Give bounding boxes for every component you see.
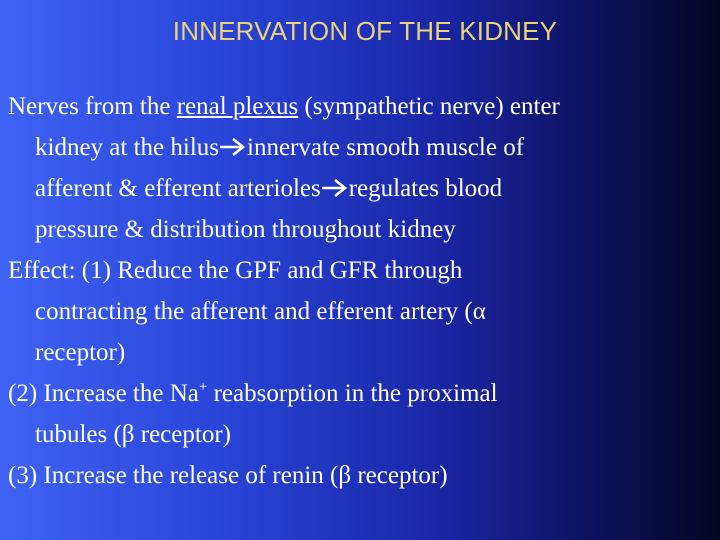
arrow-right-icon: [219, 137, 247, 157]
text-segment: contracting the afferent and efferent artery (α: [35, 298, 486, 325]
text-segment: regulates blood: [348, 175, 503, 202]
text-segment: (sympathetic nerve) enter: [298, 93, 560, 120]
superscript-plus: +: [198, 378, 208, 395]
text-segment: tubules (β receptor): [35, 421, 231, 448]
text-segment: Nerves from the: [8, 93, 177, 120]
text-segment: receptor): [35, 339, 126, 366]
underlined-term: renal plexus: [176, 93, 299, 120]
text-segment: (2) Increase the Na: [8, 380, 199, 407]
text-segment: innervate smooth muscle of: [247, 134, 525, 161]
slide-title: INNERVATION OF THE KIDNEY: [172, 16, 558, 46]
slide-body: [8, 86, 720, 496]
text-segment: reabsorption in the proximal: [207, 380, 498, 407]
arrow-right-icon: [321, 178, 349, 198]
text-segment: Effect: (1) Reduce the GPF and GFR through: [8, 257, 463, 284]
text-segment: afferent & efferent arterioles: [35, 175, 321, 202]
paragraph-effect-2: [8, 373, 720, 455]
text-segment: (3) Increase the release of renin (β receptor): [8, 462, 448, 489]
paragraph-effect-3: [8, 455, 720, 496]
text-segment: pressure & distribution throughout kidney: [35, 216, 456, 243]
paragraph-nerves: [8, 86, 720, 250]
text-segment: kidney at the hilus: [35, 134, 219, 161]
paragraph-effect-1: [8, 250, 720, 373]
